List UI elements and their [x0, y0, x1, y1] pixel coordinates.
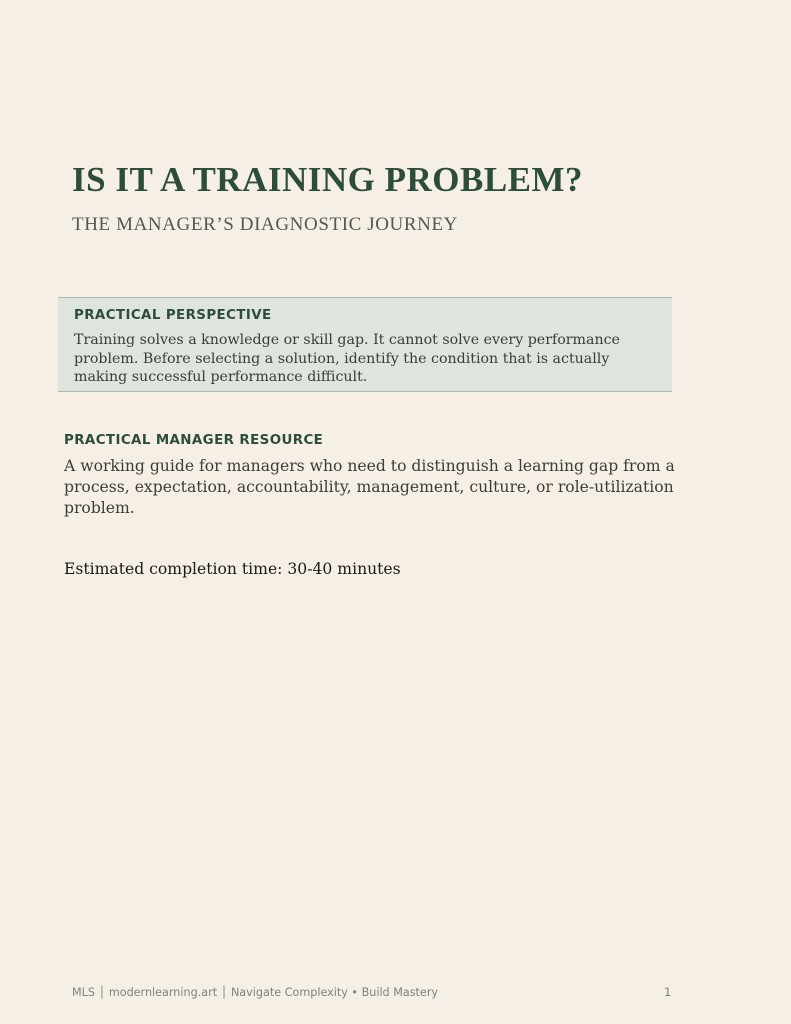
document-subtitle: THE MANAGER’S DIAGNOSTIC JOURNEY — [72, 214, 458, 235]
resource-description: A working guide for managers who need to distinguish a learning gap from a process, expectation, accountability, management, culture, or role-utilization problem. — [64, 457, 675, 517]
resource-heading: PRACTICAL MANAGER RESOURCE — [64, 433, 324, 448]
footer-text: MLS │ modernlearning.art │ Navigate Complexity • Build Mastery — [72, 986, 439, 999]
practical-perspective-callout — [58, 297, 672, 392]
document-title: IS IT A TRAINING PROBLEM? — [72, 160, 584, 199]
completion-time: Estimated completion time: 30-40 minutes — [64, 560, 401, 578]
callout-heading: PRACTICAL PERSPECTIVE — [74, 308, 272, 323]
callout-body: Training solves a knowledge or skill gap. It cannot solve every performance problem. Before selecting a solution, identify the condition that is actually making successful performance difficult. — [74, 332, 620, 385]
page-number: 1 — [664, 985, 672, 999]
